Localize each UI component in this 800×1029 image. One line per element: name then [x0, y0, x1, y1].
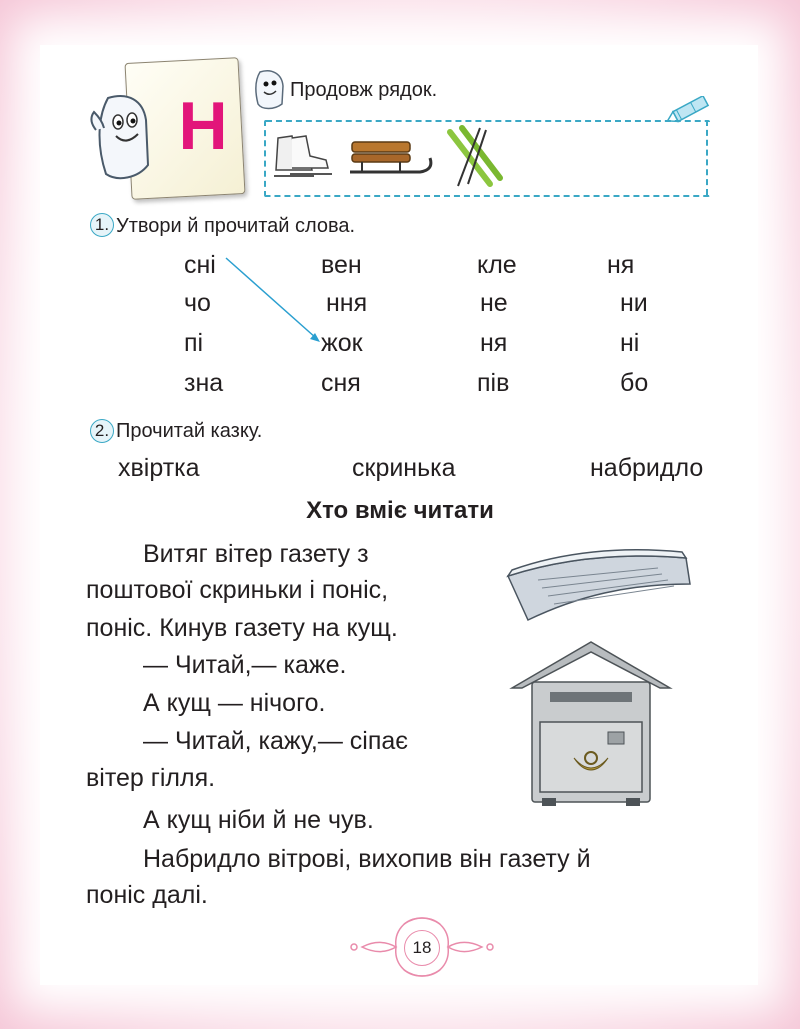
story-line: — Читай,— каже. [143, 651, 347, 679]
page-number: 18 [404, 930, 440, 966]
vocab-word: хвіртка [118, 454, 200, 482]
story-line: А кущ ніби й не чув. [143, 806, 374, 834]
story-line: Набридло вітрові, вихопив він газету й [143, 845, 591, 873]
syllable[interactable]: зна [184, 369, 224, 397]
vocab-word: набридло [590, 454, 704, 482]
syllable[interactable]: пі [184, 329, 204, 357]
continue-row-border [706, 120, 708, 195]
syllable[interactable]: ння [326, 289, 368, 317]
story-line: поштової скриньки і поніс, [86, 576, 389, 604]
newspaper-icon [498, 540, 698, 622]
syllable[interactable]: сні [184, 251, 216, 279]
sled-icon [342, 134, 438, 182]
story-line: вітер гілля. [86, 764, 216, 792]
mailbox-icon [508, 636, 674, 808]
skates-icon [270, 132, 338, 182]
exercise-1-number: 1. [90, 213, 114, 237]
exercise-2-number: 2. [90, 419, 114, 443]
syllable[interactable]: чо [184, 289, 211, 317]
story-title: Хто вміє читати [306, 497, 494, 524]
paper-mascot-icon [88, 90, 158, 190]
vocab-word: скринька [352, 454, 456, 482]
syllable[interactable]: не [480, 289, 508, 317]
syllable[interactable]: сня [321, 369, 361, 397]
syllable[interactable]: ня [607, 251, 635, 279]
syllable[interactable]: кле [477, 251, 517, 279]
exercise-1-title: Утвори й прочитай слова. [116, 215, 356, 237]
story-line: А кущ — нічого. [143, 689, 326, 717]
syllable[interactable]: ні [620, 329, 640, 357]
instruction-text: Продовж рядок. [290, 79, 438, 101]
story-line: — Читай, кажу,— сіпає [143, 727, 409, 755]
story-line: поніс. Кинув газету на кущ. [86, 614, 398, 642]
story-line: Витяг вітер газету з [143, 540, 369, 568]
syllable[interactable]: ни [620, 289, 648, 317]
exercise-2-title: Прочитай казку. [116, 420, 263, 442]
syllable[interactable]: ня [480, 329, 508, 357]
story-line: поніс далі. [86, 881, 208, 909]
syllable[interactable]: вен [321, 251, 362, 279]
letter-title: Н [178, 88, 228, 164]
syllable[interactable]: жок [321, 329, 363, 357]
connector-arrow-icon [220, 252, 330, 348]
syllable[interactable]: бо [620, 369, 649, 397]
small-mascot-icon [252, 68, 288, 112]
skis-icon [444, 124, 504, 190]
syllable[interactable]: пів [477, 369, 510, 397]
